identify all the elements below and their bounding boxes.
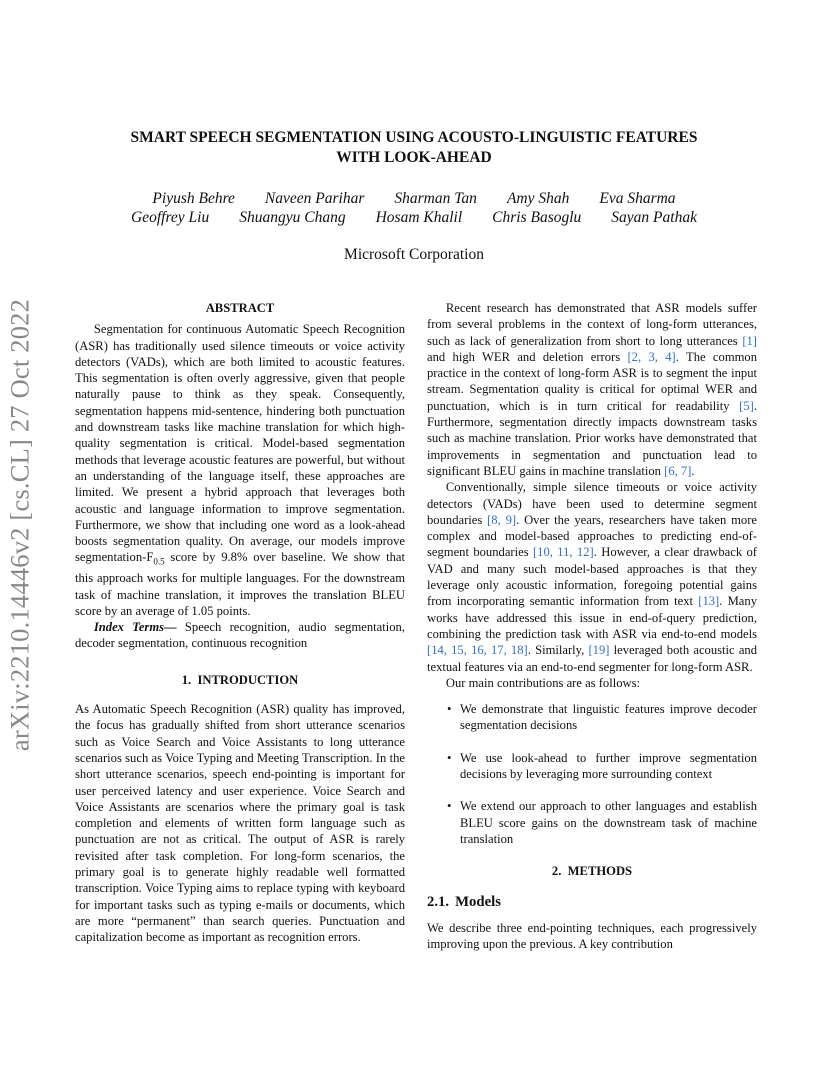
author-name: Amy Shah [506, 190, 570, 207]
citation-link[interactable]: [6, 7] [664, 463, 692, 478]
author-name: Hosam Khalil [375, 209, 463, 226]
models-paragraph: We describe three end-pointing techniques, each progressively improving upon the previous. A key contribution [427, 920, 757, 952]
title-line-1: SMART SPEECH SEGMENTATION USING ACOUSTO-LINGUISTIC FEATURES [130, 129, 698, 146]
affiliation: Microsoft Corporation [344, 246, 484, 263]
f-subscript: 0.5 [153, 556, 165, 567]
abstract-heading: ABSTRACT [205, 301, 275, 315]
bullet-marker: • [447, 750, 452, 765]
abstract-text: Segmentation for continuous Automatic Speech Recognition (ASR) has traditionally used silence timeouts or voice activity detectors (VADs), which are both limited to acoustic features. This segmentation is often overly aggressive, given that people naturally pause to think as they speak. Consequently, segmentation happens mid-sentence, hindering both punctuation and downstream tasks like machine translation for which high-quality segmentation is critical. Model-based segmentation methods that leverage acoustic features are powerful, but without an understanding of the language itself, these approaches are limited. We present a hybrid approach that leverages both acoustic and language information to improve segmentation. Furthermore, we show that including one word as a look-ahead boosts segmentation quality. On average, our models improve segmentation-$F_{0.5}$ score by 9.8% over baseline. We show that this approach works for multiple languages. For the downstream task of machine translation, it improves the translation BLEU score by an average of 1.05 points. [75, 322, 405, 618]
citation-link[interactable]: [10, 11, 12] [532, 545, 594, 560]
citation-link[interactable]: [2, 3, 4] [627, 349, 676, 364]
author-name: Naveen Parihar [264, 190, 365, 207]
citation-link[interactable]: [13] [698, 594, 720, 609]
bullet-marker: • [447, 702, 452, 717]
author-name: Eva Sharma [599, 190, 676, 207]
paper-title [100, 128, 728, 168]
author-name: Sayan Pathak [611, 209, 697, 226]
list-item: • We demonstrate that linguistic features improve decoder segmentation decisions [447, 702, 757, 733]
index-terms: Index Terms— Speech recognition, audio segmentation, decoder segmentation, continuous recognition [75, 620, 405, 651]
citation-link[interactable]: [19] [588, 643, 610, 658]
author-name: Geoffrey Liu [131, 209, 210, 226]
introduction-paragraph: As Automatic Speech Recognition (ASR) quality has improved, the focus has gradually shifted from short utterance scenarios such as Voice Search and Voice Assistants to long utterance scenarios such as Voice Typing and Meeting Transcription. In the short utterance scenarios, speech end-pointing is important for user perceived latency and user experience. Voice Search and Voice Assistants are scenarios where the primary goal is task completion and elements of written form language such as punctuation are not as critical. The output of ASR is rarely revisited after task completion. For long-form scenarios, the primary goal is to generate highly readable well formatted transcription. Voice Typing aims to replace typing with keyboard for important tasks such as typing e-mails or documents, which are more “permanent” than search queries. Punctuation and capitalization become as important as recognition errors. [75, 702, 405, 945]
paragraph-contributions-intro: Our main contributions are as follows: [445, 675, 641, 690]
citation-link[interactable]: [14, 15, 16, 17, 18] [427, 643, 528, 658]
author-name: Chris Basoglu [492, 209, 582, 226]
index-terms-label: Index Terms— [93, 620, 177, 635]
paragraph-conventional: Conventionally, simple silence timeouts or voice activity detectors (VADs) have been used to determine segment boundaries [8, 9]. Over the years, researchers have taken more complex and model-based approaches to predicting end-of-segment boundaries [10, 11, 12]. However, a clear drawback of VAD and many such model-based approaches is that they leverage only acoustic information, foregoing potential gains from incorporating semantic information from text [13]. Many works have addressed this issue in end-of-query prediction, combining the prediction task with ASR via end-to-end models [14, 15, 16, 17, 18]. Similarly, [19] leveraged both acoustic and textual features via an end-to-end segmenter for long-form ASR. [427, 480, 758, 674]
paragraph-recent-research: Recent research has demonstrated that ASR models suffer from several problems in the context of long-form utterances, such as lack of generalization from short to long utterances [1] and high WER and deletion errors [2, 3, 4]. The common practice in the context of long-form ASR is to segment the input stream. Segmentation quality is critical for optimal WER and punctuation, which is in turn critical for readability [5]. Furthermore, segmentation directly impacts downstream tasks such as machine translation. Prior works have demonstrated that improvements in segmentation and punctuation lead to significant BLEU gains in machine translation [6, 7]. [427, 301, 758, 478]
contributions-list [427, 701, 757, 847]
author-name: Shuangyu Chang [239, 209, 346, 226]
list-item: • We extend our approach to other languages and establish BLEU score gains on the downstream task of machine translation [447, 799, 757, 846]
methods-heading: 2. METHODS [551, 864, 633, 879]
introduction-heading: 1. INTRODUCTION [181, 672, 299, 687]
list-item: • We use look-ahead to further improve segmentation decisions by leveraging more surrounding context [447, 750, 757, 782]
author-row-2 [80, 209, 748, 227]
left-column [75, 300, 405, 946]
bullet-marker: • [447, 799, 452, 814]
citation-link[interactable]: [5] [739, 398, 754, 413]
citation-link[interactable]: [8, 9] [487, 512, 517, 527]
citation-link[interactable]: [1] [742, 333, 757, 348]
title-line-2: WITH LOOK-AHEAD [336, 149, 492, 166]
models-subheading: 2.1. Models [427, 893, 501, 910]
arxiv-identifier: arXiv:2210.14446v2 [cs.CL] 27 Oct 2022 [4, 298, 35, 752]
author-name: Sharman Tan [394, 190, 477, 207]
author-row-1 [80, 190, 748, 208]
author-name: Piyush Behre [152, 190, 235, 207]
right-column [427, 300, 757, 952]
